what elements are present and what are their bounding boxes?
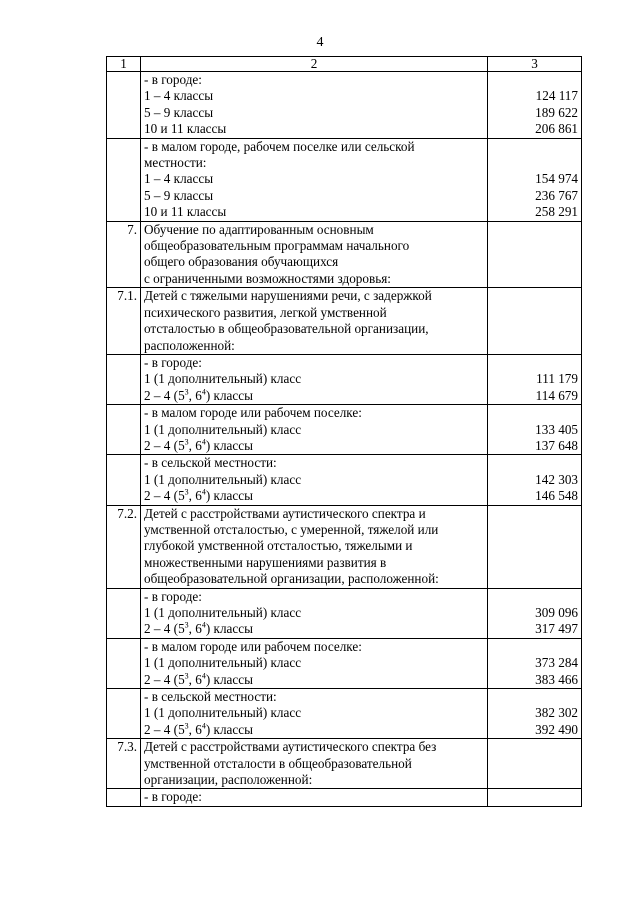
tariff-table (106, 56, 582, 807)
description-line: - в городе: (144, 588, 202, 604)
amount-value: 124 117 (535, 88, 578, 104)
amount-value: 382 302 (535, 705, 578, 721)
table-row (107, 405, 582, 455)
table-row (107, 138, 582, 221)
table-row (107, 354, 582, 404)
description-line: Детей с расстройствами аутистического спектра без (144, 739, 437, 755)
footnote-ref: 4 (201, 721, 206, 731)
header-col-3: 3 (488, 57, 582, 72)
description-line: Детей с тяжелыми нарушениями речи, с задержкой (144, 288, 432, 304)
description-line: 1 – 4 классы (144, 171, 214, 187)
table-row (107, 221, 582, 288)
table-row (107, 588, 582, 638)
amount-value: 392 490 (535, 721, 578, 737)
amount-value (491, 538, 578, 554)
amount-value: 142 303 (535, 471, 578, 487)
amount-value: 137 648 (535, 437, 578, 453)
row-number (107, 354, 141, 404)
row-number (107, 588, 141, 638)
description-line: 5 – 9 классы (144, 187, 214, 203)
description-line: 1 (1 дополнительный) класс (144, 605, 302, 620)
row-values (488, 689, 582, 739)
row-description (141, 138, 488, 221)
description-line: 1 (1 дополнительный) класс (144, 421, 302, 437)
amount-value (491, 772, 578, 788)
amount-value (491, 555, 578, 571)
description-line: - в сельской местности: (144, 689, 277, 705)
table-row (107, 505, 582, 588)
description-line: 2 – 4 ($5^3$, $6^4$) классы (144, 721, 253, 737)
row-description (141, 739, 488, 789)
amount-value: 133 405 (535, 421, 578, 437)
amount-value: 154 974 (535, 171, 578, 187)
description-line: 2 – 4 ($5^3$, $6^4$) классы (144, 671, 253, 687)
amount-value (491, 238, 578, 254)
description-line: общеобразовательным программам начального (144, 238, 410, 254)
description-line: 2 – 4 ($5^3$, $6^4$) классы (144, 437, 253, 453)
footnote-ref: 4 (201, 621, 206, 631)
description-line: - в городе: (144, 354, 202, 370)
amount-value: 383 466 (535, 671, 578, 687)
row-number (107, 455, 141, 505)
row-values (488, 505, 582, 588)
description-line: Обучение по адаптированным основным (144, 221, 374, 237)
footnote-ref: 3 (184, 488, 189, 497)
amount-value: 236 767 (535, 187, 578, 203)
row-number: 7.2. (107, 505, 141, 588)
footnote-ref: 3 (184, 621, 189, 631)
row-number: 7. (107, 221, 141, 288)
amount-value: 111 179 (536, 371, 578, 387)
footnote-ref: 4 (201, 671, 206, 681)
row-values (488, 405, 582, 455)
amount-value (491, 689, 578, 705)
row-description (141, 455, 488, 505)
row-description (141, 288, 488, 355)
amount-value (491, 222, 578, 238)
row-description (141, 72, 488, 139)
description-line: 1 (1 дополнительный) класс (144, 471, 302, 487)
amount-value: 206 861 (535, 121, 578, 137)
footnote-ref: 3 (184, 671, 189, 681)
row-number (107, 138, 141, 221)
description-line: 1 (1 дополнительный) класс (144, 655, 302, 671)
amount-value (491, 271, 578, 287)
amount-value: 146 548 (535, 488, 578, 504)
description-line: 1 (1 дополнительный) класс (144, 705, 302, 721)
row-description (141, 689, 488, 739)
description-line: - в сельской местности: (144, 455, 277, 471)
header-col-2: 2 (141, 57, 488, 72)
description-line: с ограниченными возможностями здоровья: (144, 270, 391, 286)
amount-value (491, 139, 578, 155)
row-values (488, 138, 582, 221)
table-row (107, 288, 582, 355)
description-line: 1 – 4 классы (144, 88, 214, 104)
description-line: - в малом городе или рабочем поселке: (144, 638, 362, 654)
row-values (488, 455, 582, 505)
row-description (141, 588, 488, 638)
page-number: 4 (316, 35, 324, 50)
amount-value (491, 739, 578, 755)
description-line: общеобразовательной организации, расположенной: (144, 571, 439, 587)
amount-value: 373 284 (535, 655, 578, 671)
description-line: 5 – 9 классы (144, 104, 214, 120)
amount-value (491, 254, 578, 270)
description-line: 10 и 11 классы (144, 204, 227, 220)
table-row (107, 638, 582, 688)
footnote-ref: 3 (184, 387, 189, 397)
amount-value (491, 589, 578, 605)
table-row (107, 789, 582, 806)
row-values (488, 72, 582, 139)
table-row (107, 689, 582, 739)
row-number (107, 405, 141, 455)
row-description (141, 505, 488, 588)
amount-value (491, 288, 578, 304)
footnote-ref: 4 (201, 488, 206, 497)
footnote-ref: 3 (184, 437, 189, 447)
amount-value (491, 155, 578, 171)
amount-value (491, 321, 578, 337)
amount-value: 114 679 (535, 387, 578, 403)
footnote-ref: 3 (184, 721, 189, 731)
table-row (107, 455, 582, 505)
table-row (107, 72, 582, 139)
description-line: местности: (144, 155, 207, 171)
row-number: 7.1. (107, 288, 141, 355)
amount-value: 189 622 (535, 104, 578, 120)
table-header-row (107, 57, 582, 72)
description-line: 2 – 4 ($5^3$, $6^4$) классы (144, 488, 253, 504)
description-line: - в городе: (144, 72, 202, 87)
amount-value (491, 571, 578, 587)
row-number (107, 72, 141, 139)
amount-value (491, 405, 578, 421)
description-line: умственной отсталости в общеобразовательной (144, 755, 412, 771)
amount-value: 258 291 (535, 204, 578, 220)
amount-value (491, 355, 578, 371)
amount-value (491, 756, 578, 772)
row-description (141, 638, 488, 688)
description-line: умственной отсталостью, с умеренной, тяжелой или (144, 521, 439, 537)
table-row (107, 739, 582, 789)
amount-value (491, 639, 578, 655)
description-line: общего образования обучающихся (144, 254, 339, 270)
description-line: 10 и 11 классы (144, 121, 227, 137)
row-number (107, 638, 141, 688)
row-number (107, 789, 141, 806)
amount-value (491, 455, 578, 471)
amount-value: 309 096 (535, 605, 578, 620)
description-line: 2 – 4 ($5^3$, $6^4$) классы (144, 387, 253, 403)
row-values (488, 588, 582, 638)
row-values (488, 221, 582, 288)
row-values (488, 789, 582, 806)
row-values (488, 638, 582, 688)
amount-value: 317 497 (535, 621, 578, 637)
amount-value (491, 305, 578, 321)
row-number: 7.3. (107, 739, 141, 789)
description-line: - в малом городе или рабочем поселке: (144, 405, 362, 421)
description-line: организации, расположенной: (144, 772, 313, 788)
row-description (141, 405, 488, 455)
amount-value (491, 506, 578, 522)
description-line: - в малом городе, рабочем поселке или сельской (144, 138, 415, 154)
description-line: Детей с расстройствами аутистического спектра и (144, 505, 426, 521)
footnote-ref: 4 (201, 437, 206, 447)
row-values (488, 288, 582, 355)
description-line: психического развития, легкой умственной (144, 304, 387, 320)
row-values (488, 354, 582, 404)
footnote-ref: 4 (201, 387, 206, 397)
description-line: - в городе: (144, 789, 202, 805)
row-number (107, 689, 141, 739)
row-values (488, 739, 582, 789)
row-description (141, 221, 488, 288)
description-line: отсталостью в общеобразовательной организации, (144, 321, 429, 337)
row-description (141, 789, 488, 806)
description-line: 2 – 4 ($5^3$, $6^4$) классы (144, 621, 253, 637)
description-line: множественными нарушениями развития в (144, 554, 387, 570)
description-line: 1 (1 дополнительный) класс (144, 371, 302, 387)
amount-value (491, 72, 578, 88)
description-line: расположенной: (144, 337, 235, 353)
amount-value (491, 338, 578, 354)
row-description (141, 354, 488, 404)
amount-value (491, 522, 578, 538)
header-col-1: 1 (107, 57, 141, 72)
description-line: глубокой умственной отсталостью, тяжелыми и (144, 538, 413, 554)
amount-value (491, 789, 578, 805)
